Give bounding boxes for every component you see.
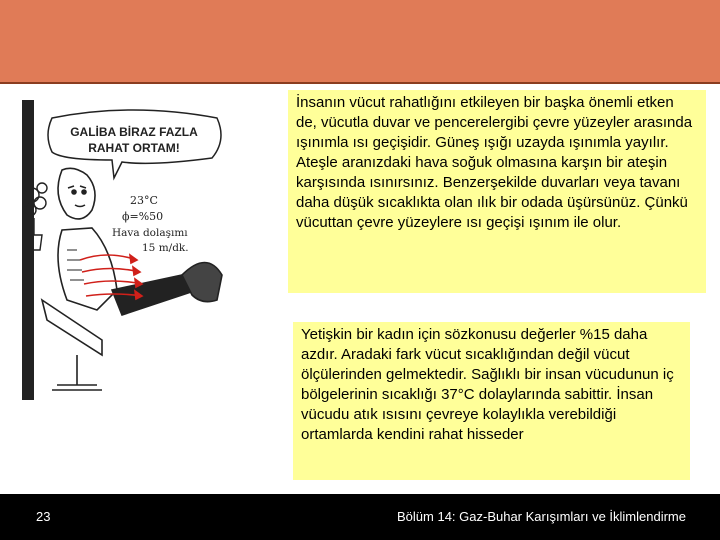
comfort-cartoon (22, 100, 244, 400)
page-number: 23 (36, 509, 51, 524)
main-text-box (288, 90, 706, 293)
airflow-label: Hava dolaşımı (112, 227, 188, 239)
footer-title: Bölüm 14: Gaz-Buhar Karışımları ve İklimlendirme (397, 509, 686, 524)
temperature-label: 23°C (130, 194, 158, 207)
speech-line-1: GALİBA BİRAZ FAZLA (70, 125, 198, 139)
humidity-label: ϕ=%50 (122, 210, 164, 223)
slide-header-bar (0, 0, 720, 84)
note-text: Yetişkin bir kadın için sözkonusu değerler %15 daha azdır. Aradaki fark vücut sıcaklığından değil vücut ölçülerinden gelmektedir. Sağlıklı bir insan vücudunun iç bölgelerinin sıcaklığı 37°C dolaylarında sabittir. İnsan vücudu atık ısısını çevreye kolaylıkla verebildiği ortamlarda kendini rahat hisseder (301, 326, 674, 443)
airflow-value: 15 m/dk. (142, 242, 189, 254)
main-text: İnsanın vücut rahatlığını etkileyen bir başka önemli etken de, vücutla duvar ve pencerelergibi çevre yüzeyler arasında ışınımla ısı geçişidir. Güneş ışığı uzayda ışınımla yayılır. Ateşle aranızdaki hava soğuk olmasına karşın bir ateşin karşısında ısınırsınız. Benzerşekilde duvarları veya tavanı daha düşük sıcaklıkta olan ılık bir odada üşürsünüz. Çünkü vücuttan çevre yüzeylere ısı geçişi ışınım ile olur. (296, 94, 693, 231)
note-text-box (293, 322, 690, 480)
slide-footer (0, 494, 720, 540)
speech-line-2: RAHAT ORTAM! (88, 141, 180, 155)
